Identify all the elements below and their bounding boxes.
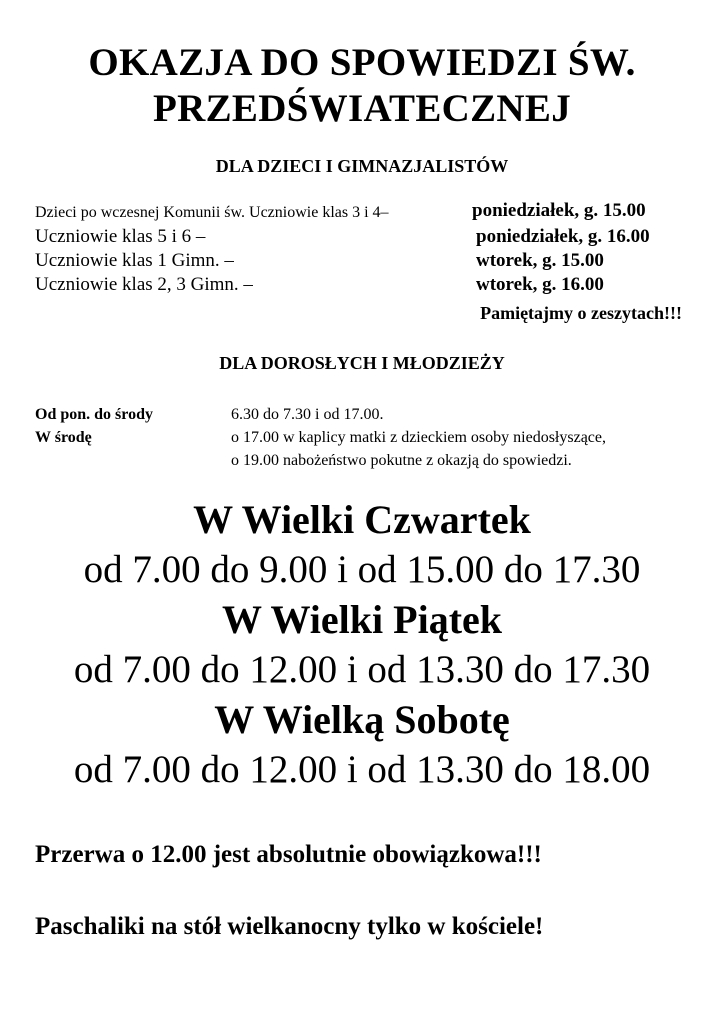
title-line-2: PRZEDŚWIATECZNEJ	[153, 87, 571, 130]
adults-text: o 17.00 w kaplicy matki z dzieckiem osoby niedosłyszące,	[231, 429, 607, 446]
children-group: Uczniowie klas 2, 3 Gimn. –	[35, 274, 253, 295]
children-time: poniedziałek, g. 15.00	[472, 200, 646, 221]
children-time: wtorek, g. 15.00	[476, 250, 604, 271]
children-group: Dzieci po wczesnej Komunii św. Uczniowie klas 3 i 4–	[35, 204, 389, 221]
good-friday-hours: od 7.00 do 12.00 i od 13.30 do 17.30	[73, 648, 651, 691]
adults-heading: DLA DOROSŁYCH I MŁODZIEŻY	[219, 353, 505, 373]
break-note: Przerwa o 12.00 jest absolutnie obowiązkowa!!!	[35, 841, 542, 868]
children-row	[35, 225, 675, 249]
adults-label: W środę	[35, 429, 92, 446]
children-time: poniedziałek, g. 16.00	[476, 226, 650, 247]
children-row	[35, 199, 675, 223]
children-row	[35, 249, 675, 273]
paschal-note: Paschaliki na stół wielkanocny tylko w kościele!	[35, 913, 544, 940]
adults-text: o 19.00 nabożeństwo pokutne z okazją do spowiedzi.	[231, 452, 572, 469]
children-heading: DLA DZIECI I GIMNAZJALISTÓW	[215, 156, 509, 176]
children-group: Uczniowie klas 1 Gimn. –	[35, 250, 234, 271]
holy-thursday-heading: W Wielki Czwartek	[193, 497, 531, 542]
adults-text: 6.30 do 7.30 i od 17.00.	[231, 406, 384, 423]
notebook-reminder: Pamiętajmy o zeszytach!!!	[480, 303, 682, 323]
children-row	[35, 273, 675, 297]
children-group: Uczniowie klas 5 i 6 –	[35, 226, 206, 247]
good-friday-heading: W Wielki Piątek	[221, 597, 503, 642]
holy-saturday-hours: od 7.00 do 12.00 i od 13.30 do 18.00	[73, 748, 651, 791]
children-time: wtorek, g. 16.00	[476, 274, 604, 295]
holy-saturday-heading: W Wielką Sobotę	[214, 697, 510, 742]
adults-label: Od pon. do środy	[35, 406, 153, 423]
title-line-1: OKAZJA DO SPOWIEDZI ŚW.	[88, 41, 636, 84]
holy-thursday-hours: od 7.00 do 9.00 i od 15.00 do 17.30	[83, 548, 641, 591]
